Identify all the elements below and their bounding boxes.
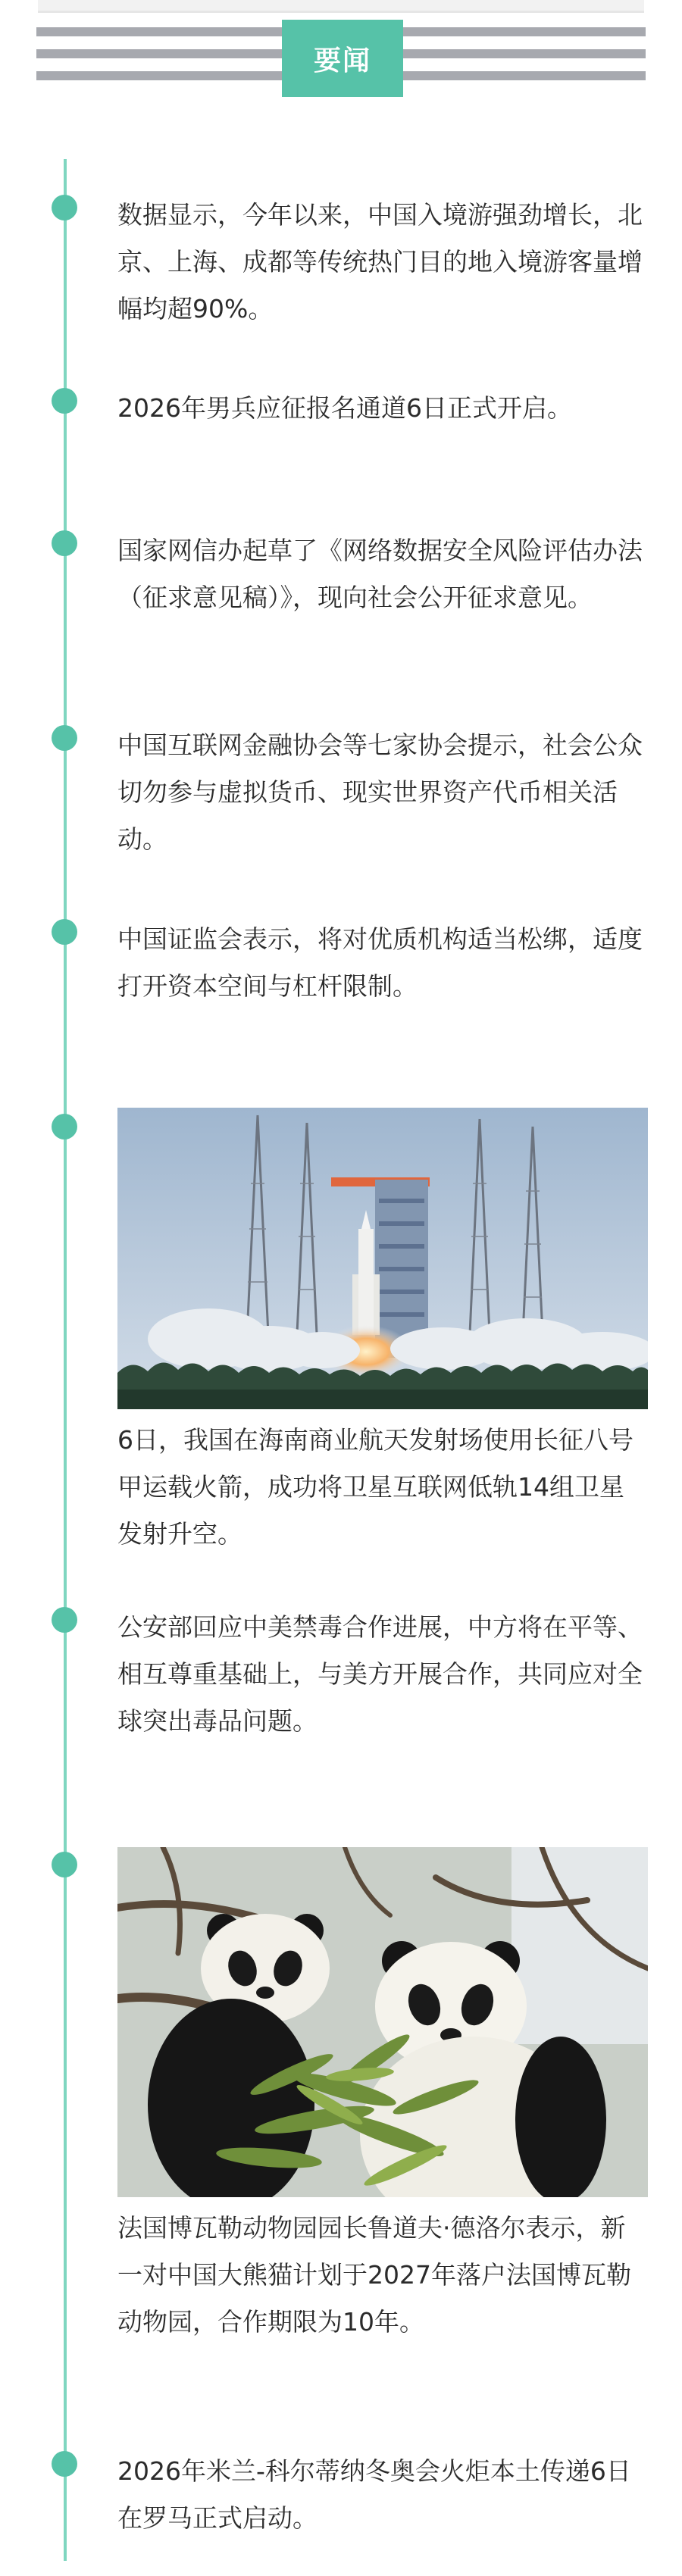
timeline-dot [52, 1114, 77, 1140]
news-item [117, 1604, 648, 1745]
news-text: 公安部回应中美禁毒合作进展，中方将在平等、相互尊重基础上，与美方开展合作，共同应对全球突出毒品问题。 [117, 1612, 643, 1736]
rocket-launch-photo [117, 1108, 648, 1409]
news-text: 国家网信办起草了《网络数据安全风险评估办法（征求意见稿）》，现向社会公开征求意见。 [117, 536, 643, 612]
giant-pandas-photo [117, 1847, 648, 2197]
timeline-dot [52, 1607, 77, 1633]
section-title: 要闻 [282, 20, 403, 97]
news-item [117, 527, 648, 621]
news-item [117, 385, 648, 432]
news-item [117, 722, 648, 863]
timeline-line [64, 159, 67, 2561]
timeline-dot [52, 919, 77, 945]
news-text: 法国博瓦勒动物园园长鲁道夫·德洛尔表示，新一对中国大熊猫计划于2027年落户法国博瓦勒动物园，合作期限为10年。 [117, 2213, 631, 2337]
news-item [117, 1847, 648, 2346]
timeline-dot [52, 725, 77, 751]
news-item [117, 1108, 648, 1558]
news-item [117, 192, 648, 333]
news-text: 2026年男兵应征报名通道6日正式开启。 [117, 393, 572, 423]
top-bar [38, 0, 644, 13]
news-text: 数据显示，今年以来，中国入境游强劲增长，北京、上海、成都等传统热门目的地入境游客量增幅均超90%。 [117, 200, 643, 324]
timeline-dot [52, 2451, 77, 2477]
news-text: 中国互联网金融协会等七家协会提示，社会公众切勿参与虚拟货币、现实世界资产代币相关活动。 [117, 730, 643, 854]
timeline-dot [52, 388, 77, 414]
news-text: 6日，我国在海南商业航天发射场使用长征八号甲运载火箭，成功将卫星互联网低轨14组卫星发射升空。 [117, 1425, 634, 1549]
news-item [117, 916, 648, 1010]
timeline-dot [52, 195, 77, 220]
news-text: 2026年米兰-科尔蒂纳冬奥会火炬本土传递6日在罗马正式启动。 [117, 2456, 631, 2533]
timeline-dot [52, 530, 77, 556]
news-item [117, 2448, 648, 2542]
news-text: 中国证监会表示，将对优质机构适当松绑，适度打开资本空间与杠杆限制。 [117, 924, 643, 1001]
timeline-dot [52, 1852, 77, 1877]
